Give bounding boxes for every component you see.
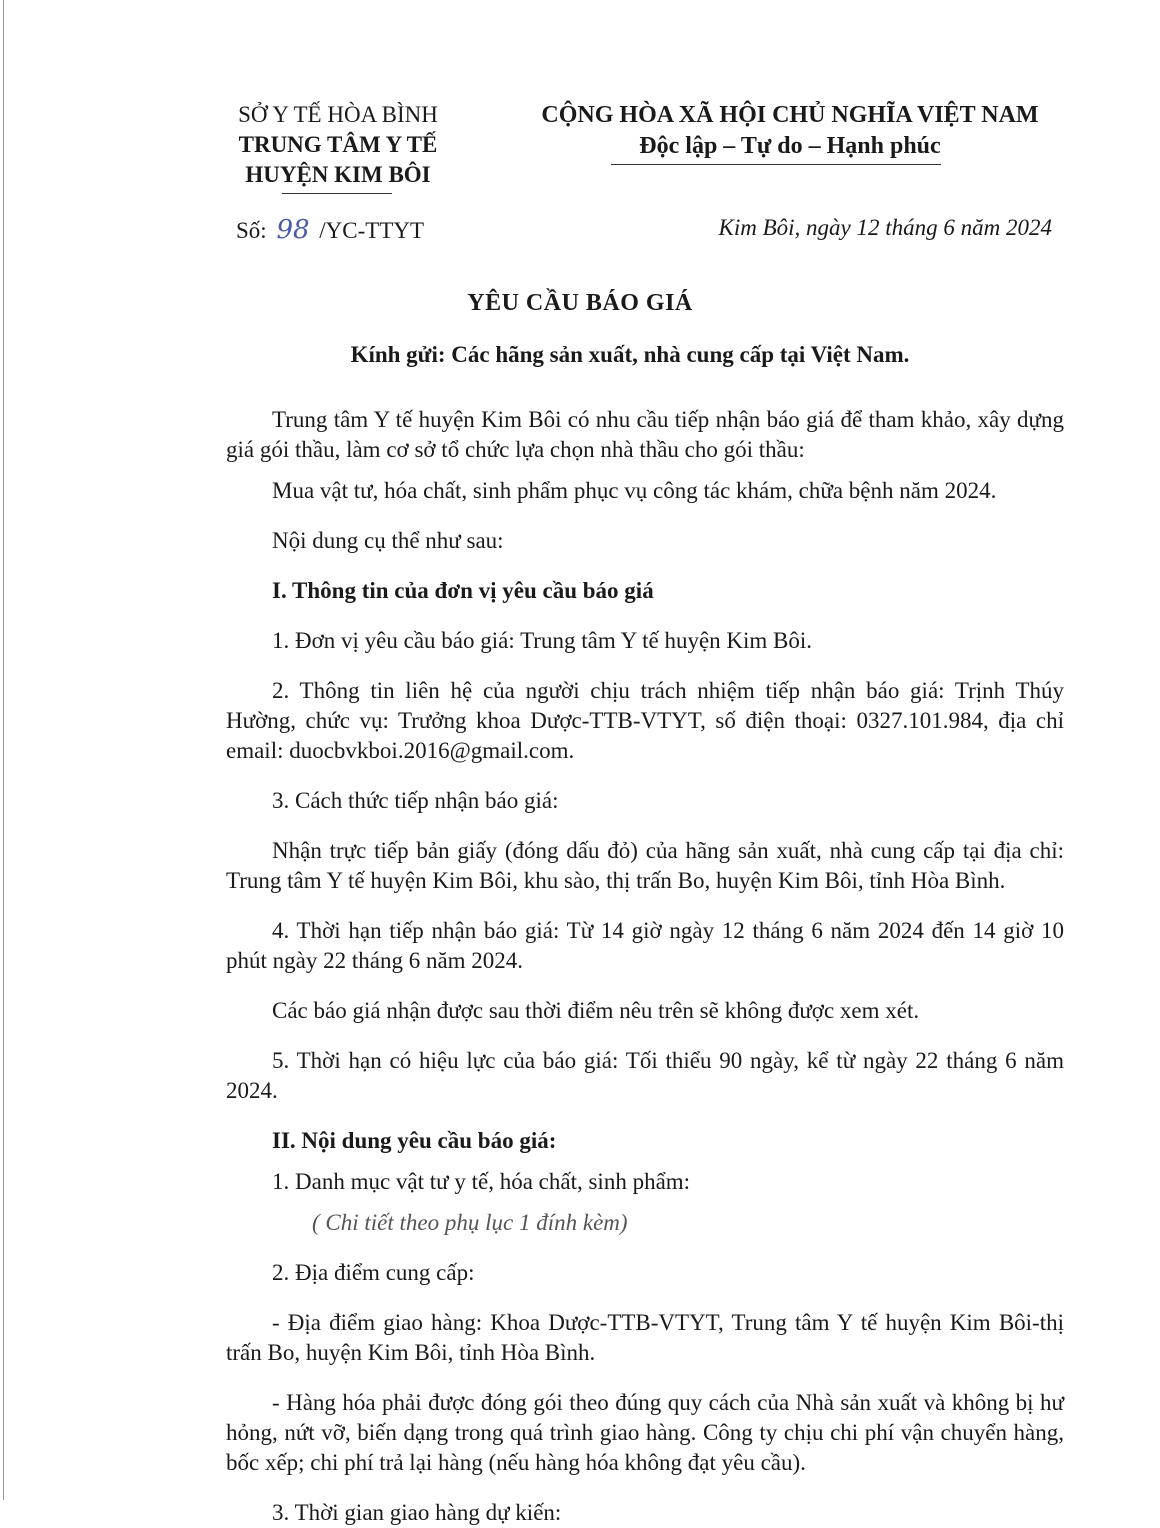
document-title: YÊU CẦU BÁO GIÁ: [467, 290, 693, 316]
package-name: Mua vật tư, hóa chất, sinh phẩm phục vụ công tác khám, chữa bệnh năm 2024.: [272, 478, 997, 503]
section-2-item-2-detail-1: - Địa điểm giao hàng: Khoa Dược-TTB-VTYT, Trung tâm Y tế huyện Kim Bôi-thị trấn Bo, huyện Kim Bôi, tỉnh Hòa Bình.: [226, 1310, 1064, 1365]
section-2-item-1: 1. Danh mục vật tư y tế, hóa chất, sinh phẩm:: [272, 1169, 691, 1194]
dept-name: SỞ Y TẾ HÒA BÌNH: [238, 102, 438, 127]
national-header: [520, 100, 1060, 162]
org-name-line1: TRUNG TÂM Y TẾ: [238, 132, 438, 157]
section-1-item-2: 2. Thông tin liên hệ của người chịu trách nhiệm tiếp nhận báo giá: Trịnh Thúy Hường, chức vụ: Trưởng khoa Dược-TTB-VTYT, số điện thoại: 0327.101.984, địa chỉ email: duocbvkboi.2016@gmail.com.: [226, 678, 1064, 763]
salutation: Kính gửi: Các hãng sản xuất, nhà cung cấp tại Việt Nam.: [350, 342, 910, 367]
issuer-underline: [282, 193, 392, 194]
motto-underline: [611, 164, 941, 165]
section-1-title: I. Thông tin của đơn vị yêu cầu báo giá: [272, 578, 654, 603]
issuer-block: [196, 100, 480, 190]
doc-number-suffix: /YC-TTYT: [319, 218, 425, 243]
section-2-item-3: 3. Thời gian giao hàng dự kiến:: [272, 1500, 562, 1525]
section-1-item-3-detail: Nhận trực tiếp bản giấy (đóng dấu đỏ) của hãng sản xuất, nhà cung cấp tại địa chỉ: Trung tâm Y tế huyện Kim Bôi, khu sào, thị trấn Bo, huyện Kim Bôi, tỉnh Hòa Bình.: [226, 838, 1064, 893]
section-1-item-4: 4. Thời hạn tiếp nhận báo giá: Từ 14 giờ ngày 12 tháng 6 năm 2024 đến 14 giờ 10 phút ngày 22 tháng 6 năm 2024.: [226, 918, 1064, 973]
doc-number-handwritten: 98: [276, 215, 310, 245]
section-1-item-5: 5. Thời hạn có hiệu lực của báo giá: Tối thiểu 90 ngày, kể từ ngày 22 tháng 6 năm 2024.: [226, 1048, 1064, 1103]
place-date: Kim Bôi, ngày 12 tháng 6 năm 2024: [718, 215, 1052, 240]
nation-name: CỘNG HÒA XÃ HỘI CHỦ NGHĨA VIỆT NAM: [541, 102, 1039, 128]
section-1-item-1: 1. Đơn vị yêu cầu báo giá: Trung tâm Y tế huyện Kim Bôi.: [272, 628, 813, 653]
intro-paragraph: Trung tâm Y tế huyện Kim Bôi có nhu cầu tiếp nhận báo giá để tham khảo, xây dựng giá gói thầu, làm cơ sở tổ chức lựa chọn nhà thầu cho gói thầu:: [226, 407, 1064, 462]
doc-number-prefix: Số:: [236, 218, 267, 243]
section-2-item-1-note: ( Chi tiết theo phụ lục 1 đính kèm): [312, 1210, 628, 1235]
scan-edge: [3, 0, 4, 1500]
section-2-title: II. Nội dung yêu cầu báo giá:: [272, 1128, 557, 1153]
org-name-line2: HUYỆN KIM BÔI: [245, 162, 431, 187]
section-1-item-4-note: Các báo giá nhận được sau thời điểm nêu trên sẽ không được xem xét.: [272, 998, 920, 1023]
document-number: [236, 215, 424, 245]
section-2-item-2-detail-2: - Hàng hóa phải được đóng gói theo đúng quy cách của Nhà sản xuất và không bị hư hỏng, nứt vỡ, biến dạng trong quá trình giao hàng. Công ty chịu chi phí vận chuyển hàng, bốc xếp; chi phí trả lại hàng (nếu hàng hóa không đạt yêu cầu).: [226, 1390, 1064, 1475]
document-body: [226, 405, 1064, 1528]
national-motto: Độc lập – Tự do – Hạnh phúc: [639, 133, 941, 159]
section-2-item-2: 2. Địa điểm cung cấp:: [272, 1260, 475, 1285]
content-intro: Nội dung cụ thể như sau:: [272, 528, 504, 553]
section-1-item-3: 3. Cách thức tiếp nhận báo giá:: [272, 788, 559, 813]
